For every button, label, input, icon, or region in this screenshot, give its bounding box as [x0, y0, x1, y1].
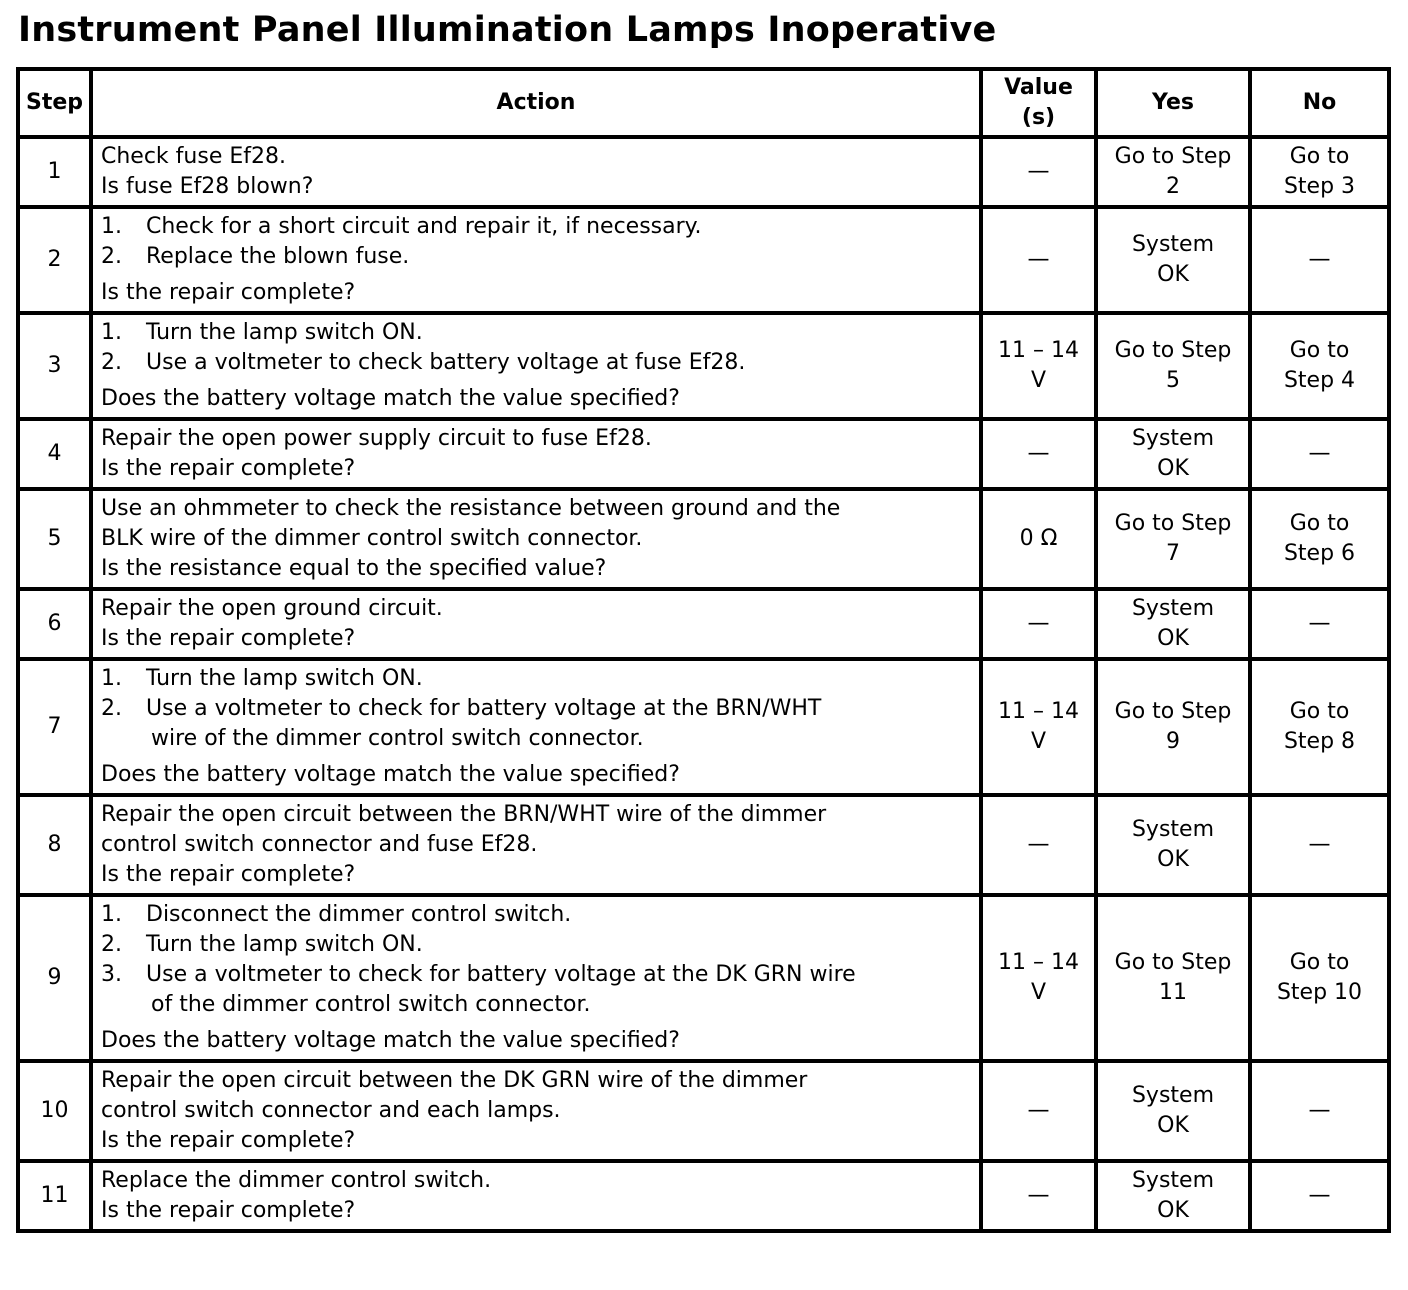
yes-line: 9: [1166, 729, 1180, 754]
yes-line: 11: [1159, 980, 1187, 1005]
no-cell: [1252, 421, 1387, 487]
yes-cell: [1098, 139, 1248, 205]
substep-text: Turn the lamp switch ON.: [146, 666, 423, 691]
action-substep: [101, 694, 971, 754]
action-cell: [93, 797, 979, 893]
action-line: control switch connector and fuse Ef28.: [101, 832, 538, 857]
substep-number: 1.: [101, 214, 122, 239]
yes-line: Go to Step: [1114, 144, 1232, 169]
yes-line: Go to Step: [1114, 511, 1232, 536]
value-cell: [983, 491, 1094, 587]
value-line: V: [1030, 980, 1047, 1005]
yes-cell: [1098, 897, 1248, 1059]
action-line: Is the repair complete?: [101, 862, 356, 887]
yes-line: System: [1131, 426, 1215, 451]
substep-number: 3.: [101, 962, 122, 987]
value-line: —: [1027, 1183, 1050, 1208]
no-line: —: [1308, 611, 1331, 636]
no-cell: [1252, 491, 1387, 587]
value-line: —: [1027, 441, 1050, 466]
substep-text: Turn the lamp switch ON.: [146, 932, 423, 957]
yes-line: System: [1131, 1168, 1215, 1193]
action-cell: [93, 315, 979, 417]
action-question: Does the battery voltage match the value specified?: [101, 1028, 680, 1053]
step-number-cell: 3: [20, 315, 89, 417]
no-cell: [1252, 661, 1387, 793]
header-row: [20, 71, 1387, 135]
action-cell: [93, 209, 979, 311]
action-substep: [101, 664, 971, 694]
table-row: [20, 797, 1387, 893]
step-number-cell: 7: [20, 661, 89, 793]
step-number-cell: 1: [20, 139, 89, 205]
yes-cell: [1098, 421, 1248, 487]
header-value-line: Value: [1004, 75, 1073, 100]
substep-number: 1.: [101, 666, 122, 691]
action-line: Repair the open circuit between the BRN/WHT wire of the dimmer: [101, 802, 827, 827]
action-substep: [101, 212, 971, 242]
yes-line: System: [1131, 232, 1215, 257]
yes-line: 7: [1166, 541, 1180, 566]
no-line: Step 10: [1276, 980, 1363, 1005]
yes-line: OK: [1157, 847, 1189, 872]
no-cell: [1252, 897, 1387, 1059]
value-line: —: [1027, 611, 1050, 636]
action-line: Repair the open circuit between the DK GRN wire of the dimmer: [101, 1068, 808, 1093]
action-substep: [101, 900, 971, 930]
action-substep: [101, 930, 971, 960]
table-row: [20, 315, 1387, 417]
table-row: [20, 209, 1387, 311]
step-number-cell: 6: [20, 591, 89, 657]
no-line: —: [1308, 441, 1331, 466]
value-cell: [983, 139, 1094, 205]
value-line: —: [1027, 832, 1050, 857]
action-cell: [93, 661, 979, 793]
yes-line: System: [1131, 817, 1215, 842]
value-cell: [983, 1063, 1094, 1159]
value-line: V: [1030, 729, 1047, 754]
value-cell: [983, 421, 1094, 487]
table-row: [20, 1063, 1387, 1159]
action-substep: [101, 242, 971, 272]
action-line: Is the resistance equal to the specified value?: [101, 556, 607, 581]
value-line: 11 – 14: [998, 699, 1079, 724]
table-row: [20, 897, 1387, 1059]
substep-number: 2.: [101, 350, 122, 375]
action-line: Check fuse Ef28.: [101, 144, 286, 169]
yes-line: OK: [1157, 626, 1189, 651]
action-line: Repair the open ground circuit.: [101, 596, 443, 621]
no-line: Go to: [1289, 511, 1350, 536]
table-row: [20, 421, 1387, 487]
no-cell: [1252, 591, 1387, 657]
yes-cell: [1098, 1063, 1248, 1159]
table-row: [20, 591, 1387, 657]
table-row: [20, 491, 1387, 587]
yes-line: System: [1131, 1083, 1215, 1108]
no-line: —: [1308, 832, 1331, 857]
no-cell: [1252, 315, 1387, 417]
value-cell: [983, 315, 1094, 417]
no-line: Step 3: [1283, 174, 1356, 199]
yes-line: OK: [1157, 1198, 1189, 1223]
action-substep: [101, 318, 971, 348]
substep-text: Disconnect the dimmer control switch.: [146, 902, 572, 927]
no-cell: [1252, 139, 1387, 205]
yes-line: OK: [1157, 1113, 1189, 1138]
action-cell: [93, 591, 979, 657]
value-line: 11 – 14: [998, 338, 1079, 363]
action-cell: [93, 139, 979, 205]
action-cell: [93, 421, 979, 487]
value-cell: [983, 591, 1094, 657]
yes-line: Go to Step: [1114, 338, 1232, 363]
action-question: Does the battery voltage match the value specified?: [101, 386, 680, 411]
step-number-cell: 11: [20, 1163, 89, 1229]
yes-cell: [1098, 661, 1248, 793]
action-line: Is fuse Ef28 blown?: [101, 174, 314, 199]
table-row: [20, 139, 1387, 205]
substep-text: Turn the lamp switch ON.: [146, 320, 423, 345]
yes-cell: [1098, 209, 1248, 311]
header-yes: Yes: [1098, 71, 1248, 135]
value-cell: [983, 797, 1094, 893]
action-cell: [93, 1163, 979, 1229]
substep-text: Use a voltmeter to check for battery voltage at the BRN/WHT: [146, 696, 822, 721]
header-step: Step: [20, 71, 89, 135]
action-line: control switch connector and each lamps.: [101, 1098, 561, 1123]
page-title: Instrument Panel Illumination Lamps Inoperative: [18, 10, 997, 50]
substep-text: of the dimmer control switch connector.: [151, 992, 591, 1017]
no-cell: [1252, 1063, 1387, 1159]
yes-cell: [1098, 315, 1248, 417]
substep-number: 1.: [101, 902, 122, 927]
yes-line: System: [1131, 596, 1215, 621]
yes-cell: [1098, 491, 1248, 587]
yes-line: OK: [1157, 456, 1189, 481]
no-cell: [1252, 797, 1387, 893]
no-line: Go to: [1289, 699, 1350, 724]
yes-cell: [1098, 1163, 1248, 1229]
no-line: Go to: [1289, 950, 1350, 975]
value-line: V: [1030, 368, 1047, 393]
substep-text: Use a voltmeter to check battery voltage at fuse Ef28.: [146, 350, 746, 375]
yes-line: 5: [1166, 368, 1180, 393]
yes-cell: [1098, 797, 1248, 893]
action-cell: [93, 897, 979, 1059]
step-number-cell: 4: [20, 421, 89, 487]
value-line: —: [1027, 1098, 1050, 1123]
no-line: Go to: [1289, 144, 1350, 169]
yes-line: OK: [1157, 262, 1189, 287]
value-cell: [983, 897, 1094, 1059]
substep-text: wire of the dimmer control switch connector.: [151, 726, 644, 751]
action-line: Is the repair complete?: [101, 456, 356, 481]
action-line: Repair the open power supply circuit to fuse Ef28.: [101, 426, 652, 451]
no-line: Step 4: [1283, 368, 1356, 393]
substep-number: 1.: [101, 320, 122, 345]
no-line: —: [1308, 1098, 1331, 1123]
substep-number: 2.: [101, 932, 122, 957]
value-line: —: [1027, 159, 1050, 184]
no-line: —: [1308, 247, 1331, 272]
action-line: Use an ohmmeter to check the resistance between ground and the: [101, 496, 841, 521]
step-number-cell: 2: [20, 209, 89, 311]
step-number-cell: 5: [20, 491, 89, 587]
header-action: Action: [93, 71, 979, 135]
header-value-line: (s): [1021, 105, 1056, 130]
table-row: [20, 1163, 1387, 1229]
header-no: No: [1252, 71, 1387, 135]
yes-line: Go to Step: [1114, 699, 1232, 724]
diagnostic-table: [16, 67, 1391, 1233]
header-value: [983, 71, 1094, 135]
action-cell: [93, 491, 979, 587]
value-line: 11 – 14: [998, 950, 1079, 975]
value-cell: [983, 209, 1094, 311]
no-cell: [1252, 1163, 1387, 1229]
value-cell: [983, 661, 1094, 793]
step-number-cell: 9: [20, 897, 89, 1059]
action-question: Does the battery voltage match the value specified?: [101, 762, 680, 787]
action-line: Replace the dimmer control switch.: [101, 1168, 492, 1193]
table-row: [20, 661, 1387, 793]
no-line: —: [1308, 1183, 1331, 1208]
step-number-cell: 10: [20, 1063, 89, 1159]
action-line: Is the repair complete?: [101, 1128, 356, 1153]
no-cell: [1252, 209, 1387, 311]
yes-line: 2: [1166, 174, 1180, 199]
action-line: Is the repair complete?: [101, 1198, 356, 1223]
no-line: Go to: [1289, 338, 1350, 363]
substep-text: Use a voltmeter to check for battery voltage at the DK GRN wire: [146, 962, 856, 987]
no-line: Step 8: [1283, 729, 1356, 754]
substep-number: 2.: [101, 244, 122, 269]
action-line: Is the repair complete?: [101, 626, 356, 651]
value-cell: [983, 1163, 1094, 1229]
yes-cell: [1098, 591, 1248, 657]
action-substep: [101, 960, 971, 1020]
action-question: Is the repair complete?: [101, 280, 356, 305]
value-line: —: [1027, 247, 1050, 272]
substep-number: 2.: [101, 696, 122, 721]
yes-line: Go to Step: [1114, 950, 1232, 975]
action-line: BLK wire of the dimmer control switch connector.: [101, 526, 643, 551]
substep-text: Replace the blown fuse.: [146, 244, 410, 269]
action-cell: [93, 1063, 979, 1159]
substep-text: Check for a short circuit and repair it, if necessary.: [146, 214, 702, 239]
action-substep: [101, 348, 971, 378]
value-line: 0 Ω: [1019, 526, 1058, 551]
no-line: Step 6: [1283, 541, 1356, 566]
step-number-cell: 8: [20, 797, 89, 893]
